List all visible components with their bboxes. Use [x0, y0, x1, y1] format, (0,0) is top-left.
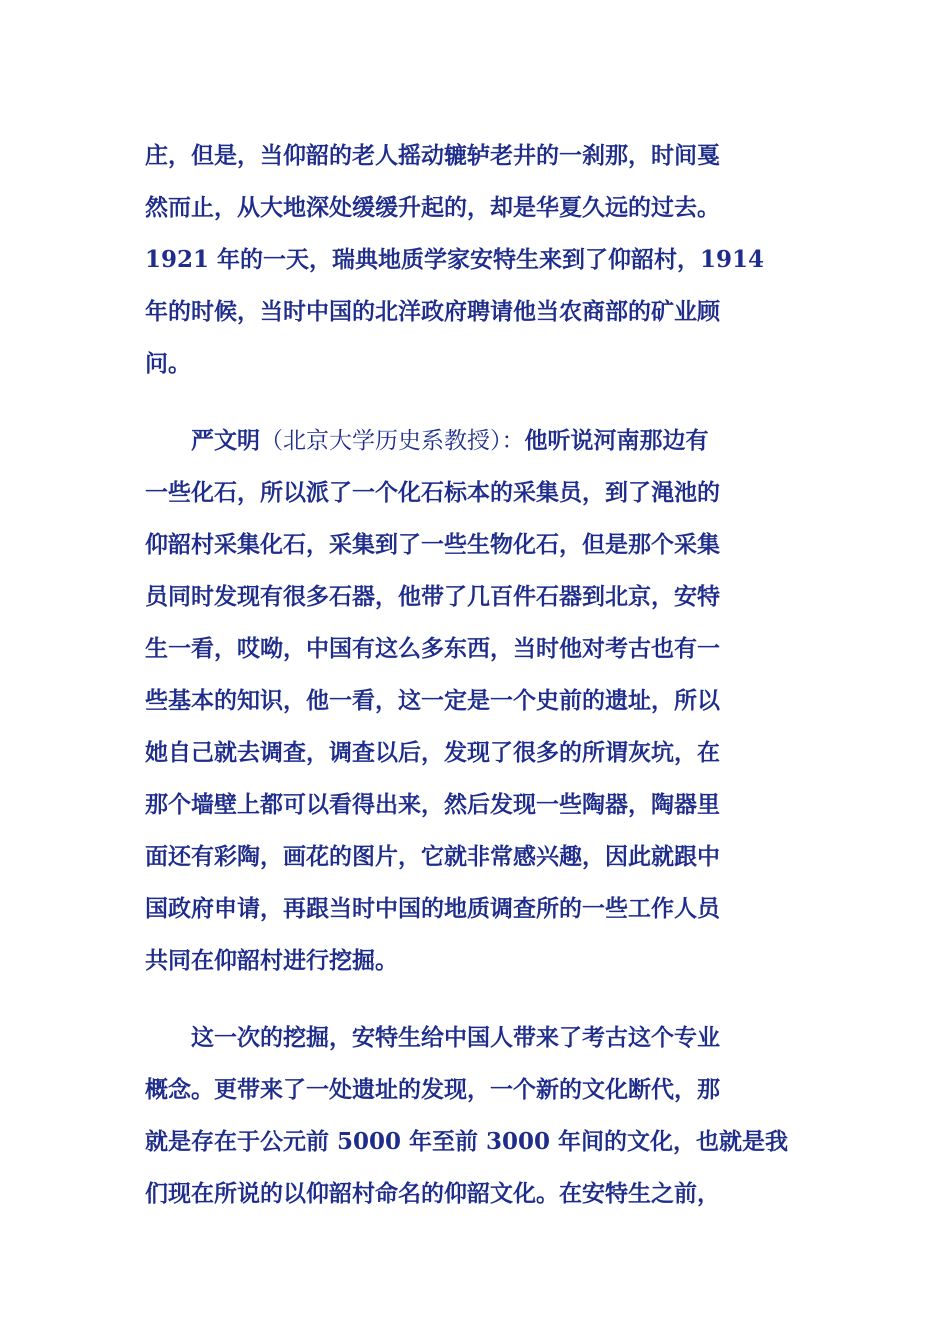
text-line: 国政府申请，再跟当时中国的地质调查所的一些工作人员	[145, 895, 720, 922]
text-line: 庄，但是，当仰韶的老人摇动辘轳老井的一刹那，时间戛	[145, 142, 720, 169]
text-line: 生一看，哎呦，中国有这么多东西，当时他对考古也有一	[145, 635, 720, 662]
speaker-role: （北京大学历史系教授）：	[260, 428, 525, 454]
text-line-first	[145, 415, 805, 467]
text-line: 年的时候，当时中国的北洋政府聘请他当农商部的矿业顾	[145, 298, 720, 325]
text-line: 她自己就去调查，调查以后，发现了很多的所谓灰坑，在	[145, 739, 720, 766]
text-line: 一些化石，所以派了一个化石标本的采集员，到了渑池的	[145, 479, 720, 506]
text-line: 问。	[145, 350, 191, 377]
text-line: 员同时发现有很多石器，他带了几百件石器到北京，安特	[145, 583, 720, 610]
text-line: 概念。更带来了一处遗址的发现，一个新的文化断代，那	[145, 1076, 720, 1103]
text-line: 们现在所说的以仰韶村命名的仰韶文化。在安特生之前，	[145, 1180, 720, 1207]
text-line: 共同在仰韶村进行挖掘。	[145, 947, 398, 974]
text-line: 1921 年的一天，瑞典地质学家安特生来到了仰韶村，1914	[145, 246, 765, 273]
text-line: 然而止，从大地深处缓缓升起的，却是华夏久远的过去。	[145, 194, 720, 221]
text-line: 那个墙壁上都可以看得出来，然后发现一些陶器，陶器里	[145, 791, 720, 818]
text-line: 仰韶村采集化石，采集到了一些生物化石，但是那个采集	[145, 531, 720, 558]
text-line: 就是存在于公元前 5000 年至前 3000 年间的文化，也就是我	[145, 1128, 789, 1155]
text-line: 这一次的挖掘，安特生给中国人带来了考古这个专业	[191, 1024, 720, 1051]
paragraph-3	[145, 1012, 805, 1220]
speaker-name: 严文明	[191, 427, 260, 454]
text-line: 面还有彩陶，画花的图片，它就非常感兴趣，因此就跟中	[145, 843, 720, 870]
document-body	[145, 130, 805, 1220]
paragraph-1	[145, 130, 805, 390]
text-line: 些基本的知识，他一看，这一定是一个史前的遗址，所以	[145, 687, 720, 714]
paragraph-2	[145, 415, 805, 987]
speech-text: 他听说河南那边有	[524, 427, 709, 454]
